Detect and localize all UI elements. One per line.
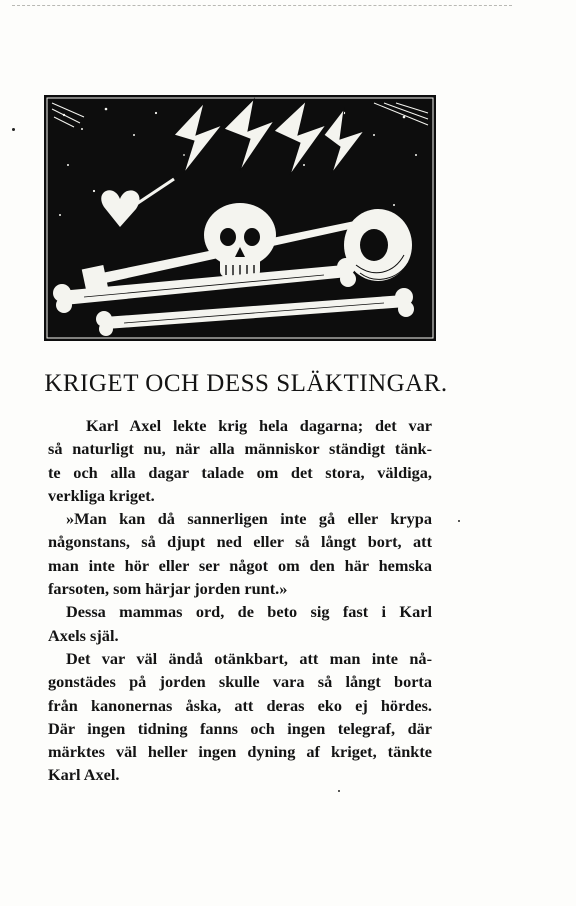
print-speck: [458, 520, 460, 522]
skull-crossbones-lightning-icon: [44, 95, 436, 341]
text-line: man inte hör eller ser något om den här hemska: [48, 555, 432, 575]
skull-crossbones-illustration: [44, 95, 436, 341]
print-speck: [12, 128, 15, 131]
text-line: verkliga kriget.: [48, 485, 155, 505]
paragraph-1: [48, 414, 432, 507]
text-line: gonstädes på jorden skulle vara så långt borta: [48, 672, 432, 692]
text-line: Axels själ.: [48, 625, 119, 645]
text-line: Karl Axel.: [48, 765, 120, 785]
body-text: [48, 414, 432, 787]
text-line: Karl Axel lekte krig hela dagarna; det var: [86, 416, 432, 435]
text-line: så naturligt nu, när alla människor ständigt tänk-: [48, 439, 432, 459]
text-line: »Man kan då sannerligen inte gå eller krypa: [66, 509, 432, 529]
chapter-title: KRIGET OCH DESS SLÄKTINGAR.: [44, 370, 448, 397]
text-line: märktes väl heller ingen dyning af kriget, tänkte: [48, 742, 432, 762]
text-line: te och alla dagar talade om det stora, väldiga,: [48, 462, 432, 482]
paragraph-3: [48, 600, 432, 647]
print-speck: [338, 790, 340, 792]
text-line: Dessa mammas ord, de beto sig fast i Karl: [66, 602, 432, 622]
text-line: Det var väl ändå otänkbart, att man inte nå-: [66, 648, 432, 668]
text-line: farsoten, som härjar jorden runt.»: [48, 579, 288, 599]
text-line: någonstans, så djupt ned eller så långt bort, att: [48, 532, 432, 552]
paragraph-2: [48, 507, 432, 600]
page-top-edge: [12, 5, 512, 6]
text-line: från kanonernas åska, att deras eko ej hördes.: [48, 695, 432, 715]
text-line: Där ingen tidning fanns och ingen telegraf, där: [48, 718, 432, 738]
paragraph-4: [48, 647, 432, 787]
